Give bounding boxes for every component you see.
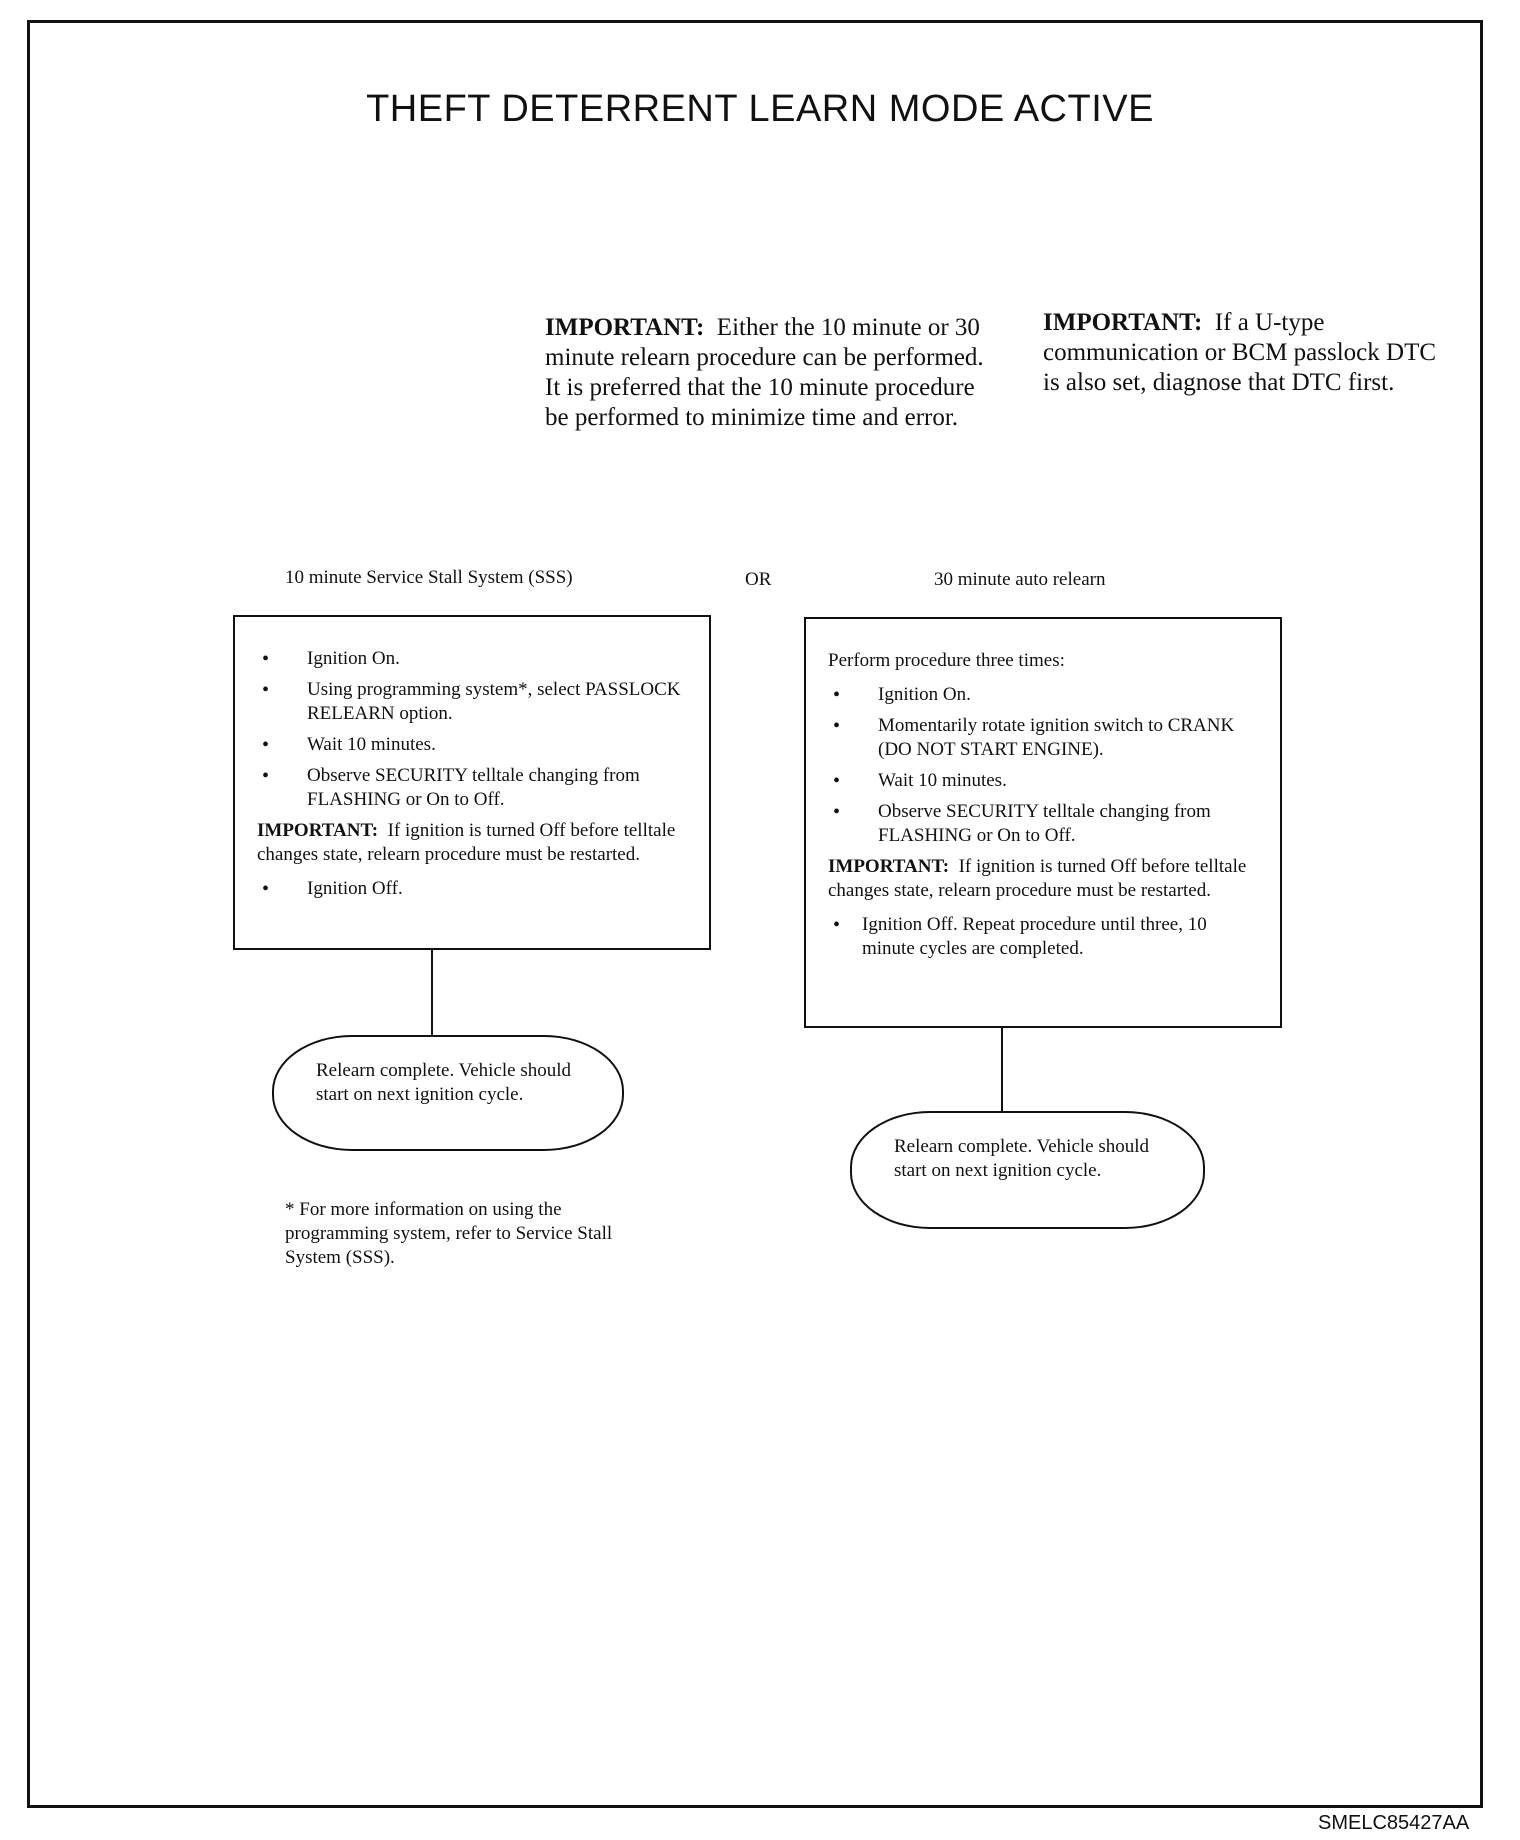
important-label: IMPORTANT: <box>545 314 705 341</box>
list-item: • Ignition Off. <box>257 877 689 901</box>
list-item: • Ignition On. <box>257 647 689 671</box>
result-text: Relearn complete. Vehicle should start on next ignition cycle. <box>894 1136 1150 1181</box>
footnote: * For more information on using the programming system, refer to Service Stall System (SSS). <box>285 1199 613 1268</box>
right-procedure-box <box>804 617 1282 1028</box>
important-label: IMPORTANT: <box>828 856 950 877</box>
left-procedure-box <box>233 615 711 950</box>
list-item: • Ignition Off. Repeat procedure until three, 10 minute cycles are completed. <box>828 913 1260 961</box>
important-text: If ignition is turned Off before telltale changes state, relearn procedure must be restarted. <box>828 856 1247 901</box>
left-connector-line <box>431 950 433 1036</box>
diagram-title: THEFT DETERRENT LEARN MODE ACTIVE <box>366 88 1154 130</box>
list-item: • Wait 10 minutes. <box>257 733 689 757</box>
or-label: OR <box>745 569 772 590</box>
right-result-terminal <box>850 1111 1205 1229</box>
important-note-dtc-first <box>1043 308 1443 398</box>
list-item: • Wait 10 minutes. <box>828 769 1260 793</box>
list-item: • Momentarily rotate ignition switch to CRANK (DO NOT START ENGINE). <box>828 714 1260 762</box>
important-label: IMPORTANT: <box>257 820 379 841</box>
important-text: If ignition is turned Off before telltale changes state, relearn procedure must be restarted. <box>257 820 676 865</box>
list-item: • Using programming system*, select PASSLOCK RELEARN option. <box>257 678 689 726</box>
left-procedure-heading: 10 minute Service Stall System (SSS) <box>285 567 573 588</box>
right-final-step-list <box>828 913 1260 961</box>
result-text: Relearn complete. Vehicle should start on next ignition cycle. <box>316 1060 572 1105</box>
left-final-step-list <box>257 877 689 901</box>
important-label: IMPORTANT: <box>1043 309 1203 336</box>
right-important-note <box>828 855 1260 903</box>
list-item: • Observe SECURITY telltale changing from FLASHING or On to Off. <box>828 800 1260 848</box>
list-item: • Ignition On. <box>828 683 1260 707</box>
important-note-relearn-choice <box>545 313 985 433</box>
right-connector-line <box>1001 1028 1003 1112</box>
important-text: Either the 10 minute or 30 minute relearn procedure can be performed. It is preferred that the 10 minute procedure be performed to minimize time and error. <box>545 314 984 431</box>
left-steps-list <box>257 647 689 812</box>
right-intro: Perform procedure three times: <box>828 650 1065 671</box>
list-item: • Observe SECURITY telltale changing from FLASHING or On to Off. <box>257 764 689 812</box>
left-result-terminal <box>272 1035 624 1151</box>
important-text: If a U-type communication or BCM passlock DTC is also set, diagnose that DTC first. <box>1043 309 1437 396</box>
figure-code: SMELC85427AA <box>1318 1812 1470 1834</box>
left-important-note <box>257 819 689 867</box>
right-steps-list <box>828 683 1260 848</box>
right-procedure-heading: 30 minute auto relearn <box>934 569 1106 590</box>
